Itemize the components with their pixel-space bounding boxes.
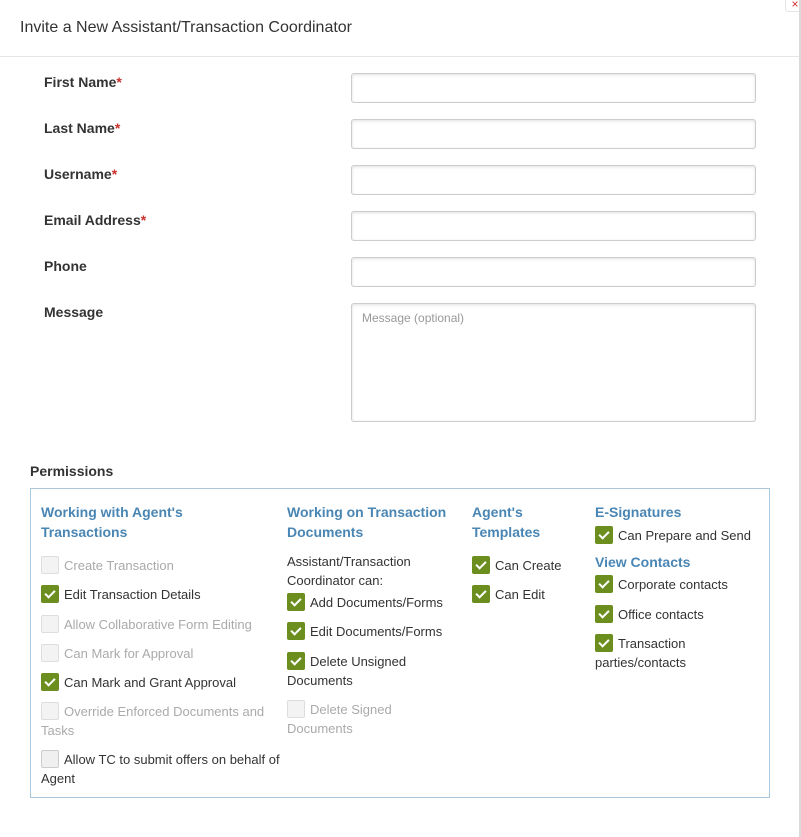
permissions-title: Permissions: [30, 463, 114, 479]
checkmark-icon[interactable]: [472, 585, 490, 603]
checkbox-icon[interactable]: [41, 644, 59, 662]
first-name-label: First Name*: [44, 74, 122, 90]
perm-label: Can Edit: [495, 587, 545, 602]
perm-label: Delete Unsigned Documents: [287, 654, 407, 688]
perm-corporate-contacts[interactable]: [595, 575, 765, 594]
perm-label: Transaction parties/contacts: [595, 636, 687, 670]
perm-label: Can Mark and Grant Approval: [64, 675, 236, 690]
email-label: Email Address*: [44, 212, 147, 228]
perm-office-contacts[interactable]: [595, 605, 765, 624]
checkmark-icon[interactable]: [472, 556, 490, 574]
perm-label: Can Create: [495, 558, 562, 573]
checkbox-icon[interactable]: [287, 700, 305, 718]
phone-label: Phone: [44, 258, 87, 274]
contacts-heading: View Contacts: [595, 554, 691, 570]
perm-label: Edit Documents/Forms: [310, 624, 443, 639]
perm-label: Add Documents/Forms: [310, 595, 443, 610]
perm-submit-offers-for-agent[interactable]: [41, 750, 281, 788]
transactions-heading: Working with Agent's Transactions: [41, 504, 183, 540]
perm-edit-transaction-details[interactable]: [41, 585, 281, 604]
perm-label: Office contacts: [618, 607, 704, 622]
perm-label: Delete Signed Documents: [287, 702, 392, 736]
checkmark-icon[interactable]: [287, 593, 305, 611]
perm-edit-documents[interactable]: [287, 622, 462, 641]
perm-label: Allow TC to submit offers on behalf of Agent: [41, 752, 280, 786]
required-mark: *: [114, 120, 121, 136]
message-label: Message: [44, 304, 104, 320]
perm-add-documents[interactable]: [287, 593, 462, 612]
required-mark: *: [116, 74, 122, 90]
checkmark-icon[interactable]: [595, 526, 613, 544]
perm-mark-and-grant-approval[interactable]: [41, 673, 281, 692]
perm-templates-can-create[interactable]: [472, 556, 582, 575]
last-name-label: Last Name*: [44, 120, 121, 136]
email-input[interactable]: [351, 211, 756, 241]
username-input[interactable]: [351, 165, 756, 195]
last-name-input[interactable]: [351, 119, 756, 149]
checkmark-icon[interactable]: [41, 673, 59, 691]
perm-label: Edit Transaction Details: [64, 587, 201, 602]
perm-label: Override Enforced Documents and Tasks: [41, 704, 265, 738]
esignatures-heading: E-Signatures: [595, 504, 682, 520]
checkmark-icon[interactable]: [287, 652, 305, 670]
checkmark-icon[interactable]: [595, 634, 613, 652]
checkbox-icon[interactable]: [41, 615, 59, 633]
perm-delete-signed-documents[interactable]: [287, 700, 407, 738]
perm-collaborative-form-editing[interactable]: [41, 615, 281, 634]
perm-transaction-parties[interactable]: [595, 634, 725, 672]
perm-label: Can Mark for Approval: [64, 646, 194, 661]
first-name-input[interactable]: [351, 73, 756, 103]
checkmark-icon[interactable]: [595, 605, 613, 623]
checkmark-icon[interactable]: [595, 575, 613, 593]
perm-label: Allow Collaborative Form Editing: [64, 617, 252, 632]
required-mark: *: [140, 212, 147, 228]
username-label: Username*: [44, 166, 118, 182]
perm-mark-for-approval[interactable]: [41, 644, 281, 663]
message-textarea[interactable]: [351, 303, 756, 422]
perm-label: Can Prepare and Send: [618, 528, 751, 543]
checkmark-icon[interactable]: [287, 622, 305, 640]
checkbox-icon[interactable]: [41, 702, 59, 720]
modal-header: [0, 0, 801, 57]
close-icon[interactable]: ×: [785, 0, 801, 12]
documents-intro: Assistant/Transaction Coordinator can:: [287, 554, 411, 588]
checkbox-icon[interactable]: [41, 556, 59, 574]
documents-heading: Working on Transaction Documents: [287, 504, 447, 540]
required-mark: *: [111, 166, 118, 182]
checkmark-icon[interactable]: [41, 585, 59, 603]
modal-title: Invite a New Assistant/Transaction Coordinator: [20, 19, 353, 36]
perm-delete-unsigned-documents[interactable]: [287, 652, 422, 690]
perm-create-transaction[interactable]: [41, 556, 281, 575]
checkbox-icon[interactable]: [41, 750, 59, 768]
templates-heading: Agent's Templates: [472, 504, 541, 540]
perm-esign-prepare-send[interactable]: [595, 526, 765, 545]
perm-label: Create Transaction: [64, 558, 174, 573]
perm-templates-can-edit[interactable]: [472, 585, 582, 604]
perm-label: Corporate contacts: [618, 577, 728, 592]
perm-override-enforced-documents[interactable]: [41, 702, 281, 740]
phone-input[interactable]: [351, 257, 756, 287]
